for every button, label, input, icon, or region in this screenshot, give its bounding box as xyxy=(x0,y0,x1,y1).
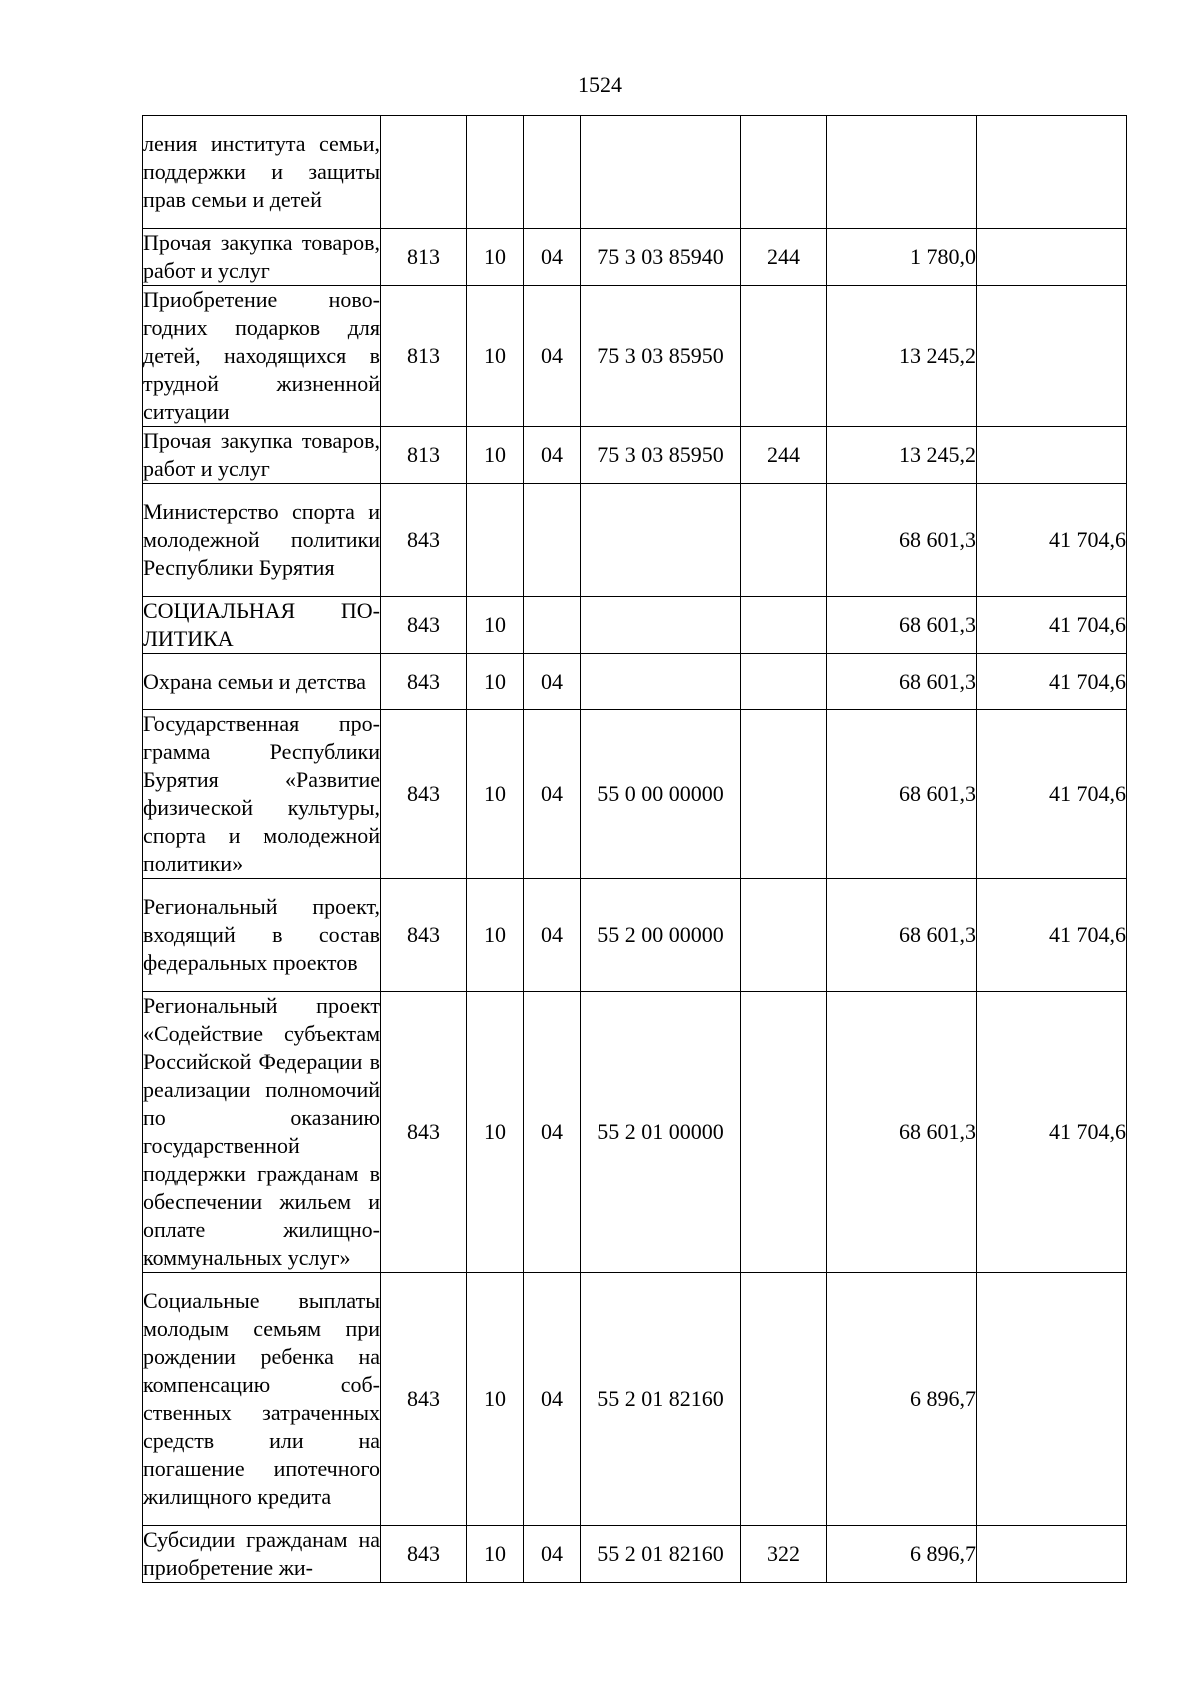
federal-amount-cell: 41 704,6 xyxy=(977,484,1127,597)
page-number: 1524 xyxy=(578,72,622,97)
federal-amount-cell xyxy=(977,1526,1127,1583)
expense-type-cell xyxy=(741,1273,827,1526)
target-article-cell: 55 0 00 00000 xyxy=(581,710,741,879)
ministry-code-cell: 813 xyxy=(381,229,467,286)
subsection-code-cell: 04 xyxy=(524,654,581,710)
section-code-cell: 10 xyxy=(467,427,524,484)
table-row xyxy=(143,710,1127,879)
ministry-code-cell xyxy=(381,116,467,229)
section-code-cell: 10 xyxy=(467,1273,524,1526)
subsection-code-cell xyxy=(524,597,581,654)
subsection-code-cell: 04 xyxy=(524,879,581,992)
row-name-cell: Охрана семьи и детства xyxy=(143,654,381,710)
amount-cell: 68 601,3 xyxy=(827,879,977,992)
table-row xyxy=(143,229,1127,286)
subsection-code-cell: 04 xyxy=(524,992,581,1273)
section-code-cell: 10 xyxy=(467,1526,524,1583)
amount-cell: 6 896,7 xyxy=(827,1526,977,1583)
subsection-code-cell: 04 xyxy=(524,710,581,879)
target-article-cell: 75 3 03 85950 xyxy=(581,286,741,427)
ministry-code-cell: 813 xyxy=(381,427,467,484)
federal-amount-cell: 41 704,6 xyxy=(977,992,1127,1273)
row-name-cell: Министерство спорта и молодежной политики Республики Бурятия xyxy=(143,484,381,597)
ministry-code-cell: 843 xyxy=(381,879,467,992)
subsection-code-cell: 04 xyxy=(524,229,581,286)
row-name-cell: СОЦИАЛЬНАЯ ПОЛИТИКА xyxy=(143,597,381,654)
ministry-code-cell: 843 xyxy=(381,1273,467,1526)
federal-amount-cell: 41 704,6 xyxy=(977,710,1127,879)
table-row xyxy=(143,992,1127,1273)
expense-type-cell xyxy=(741,992,827,1273)
table-row xyxy=(143,1273,1127,1526)
table-row xyxy=(143,1526,1127,1583)
section-code-cell: 10 xyxy=(467,654,524,710)
expense-type-cell xyxy=(741,710,827,879)
target-article-cell xyxy=(581,597,741,654)
table-row xyxy=(143,484,1127,597)
row-name-cell: Прочая закупка товаров, работ и услуг xyxy=(143,427,381,484)
ministry-code-cell: 843 xyxy=(381,654,467,710)
expense-type-cell: 244 xyxy=(741,229,827,286)
amount-cell: 68 601,3 xyxy=(827,992,977,1273)
subsection-code-cell: 04 xyxy=(524,1273,581,1526)
table-row xyxy=(143,286,1127,427)
target-article-cell xyxy=(581,484,741,597)
target-article-cell: 75 3 03 85950 xyxy=(581,427,741,484)
section-code-cell: 10 xyxy=(467,992,524,1273)
subsection-code-cell: 04 xyxy=(524,427,581,484)
federal-amount-cell xyxy=(977,116,1127,229)
amount-cell: 13 245,2 xyxy=(827,427,977,484)
section-code-cell: 10 xyxy=(467,710,524,879)
ministry-code-cell: 843 xyxy=(381,597,467,654)
federal-amount-cell: 41 704,6 xyxy=(977,654,1127,710)
target-article-cell: 75 3 03 85940 xyxy=(581,229,741,286)
amount-cell: 68 601,3 xyxy=(827,597,977,654)
target-article-cell: 55 2 00 00000 xyxy=(581,879,741,992)
expense-type-cell xyxy=(741,116,827,229)
row-name-cell: Прочая закупка товаров, работ и услуг xyxy=(143,229,381,286)
section-code-cell: 10 xyxy=(467,879,524,992)
target-article-cell: 55 2 01 00000 xyxy=(581,992,741,1273)
row-name-cell: Социальные выплаты молодым семьям при рождении ребенка на компенсацию собственных затраченных средств или на погашение ипотечного жилищного кредита xyxy=(143,1273,381,1526)
amount-cell xyxy=(827,116,977,229)
amount-cell: 1 780,0 xyxy=(827,229,977,286)
section-code-cell: 10 xyxy=(467,597,524,654)
amount-cell: 68 601,3 xyxy=(827,710,977,879)
subsection-code-cell xyxy=(524,116,581,229)
federal-amount-cell xyxy=(977,286,1127,427)
subsection-code-cell: 04 xyxy=(524,286,581,427)
expense-type-cell xyxy=(741,484,827,597)
amount-cell: 6 896,7 xyxy=(827,1273,977,1526)
expense-type-cell xyxy=(741,286,827,427)
section-code-cell xyxy=(467,116,524,229)
amount-cell: 68 601,3 xyxy=(827,654,977,710)
federal-amount-cell xyxy=(977,1273,1127,1526)
subsection-code-cell: 04 xyxy=(524,1526,581,1583)
ministry-code-cell: 843 xyxy=(381,992,467,1273)
section-code-cell xyxy=(467,484,524,597)
target-article-cell: 55 2 01 82160 xyxy=(581,1273,741,1526)
federal-amount-cell: 41 704,6 xyxy=(977,597,1127,654)
target-article-cell xyxy=(581,654,741,710)
row-name-cell: ления института семьи, поддержки и защиты прав семьи и детей xyxy=(143,116,381,229)
ministry-code-cell: 843 xyxy=(381,484,467,597)
table-row xyxy=(143,879,1127,992)
expense-type-cell xyxy=(741,654,827,710)
row-name-cell: Региональный проект «Содействие субъектам Российской Федерации в реализации полномочий по оказанию государственной поддержки гражданам в обеспечении жильем и оплате жилищно-коммунальных услуг» xyxy=(143,992,381,1273)
target-article-cell xyxy=(581,116,741,229)
row-name-cell: Региональный проект, входящий в состав федеральных проектов xyxy=(143,879,381,992)
row-name-cell: Приобретение новогодних подарков для детей, находящихся в трудной жизненной ситуации xyxy=(143,286,381,427)
row-name-cell: Субсидии гражданам на приобретение жи- xyxy=(143,1526,381,1583)
table-row xyxy=(143,654,1127,710)
ministry-code-cell: 813 xyxy=(381,286,467,427)
ministry-code-cell: 843 xyxy=(381,710,467,879)
amount-cell: 13 245,2 xyxy=(827,286,977,427)
budget-table xyxy=(142,115,1127,1583)
ministry-code-cell: 843 xyxy=(381,1526,467,1583)
row-name-cell: Государственная программа Республики Бурятия «Развитие физической культуры, спорта и молодежной политики» xyxy=(143,710,381,879)
section-code-cell: 10 xyxy=(467,286,524,427)
target-article-cell: 55 2 01 82160 xyxy=(581,1526,741,1583)
expense-type-cell xyxy=(741,597,827,654)
federal-amount-cell xyxy=(977,427,1127,484)
amount-cell: 68 601,3 xyxy=(827,484,977,597)
table-row xyxy=(143,597,1127,654)
table-row xyxy=(143,427,1127,484)
expense-type-cell: 322 xyxy=(741,1526,827,1583)
expense-type-cell xyxy=(741,879,827,992)
table-row xyxy=(143,116,1127,229)
federal-amount-cell: 41 704,6 xyxy=(977,879,1127,992)
table-body xyxy=(143,116,1127,1583)
expense-type-cell: 244 xyxy=(741,427,827,484)
section-code-cell: 10 xyxy=(467,229,524,286)
federal-amount-cell xyxy=(977,229,1127,286)
subsection-code-cell xyxy=(524,484,581,597)
